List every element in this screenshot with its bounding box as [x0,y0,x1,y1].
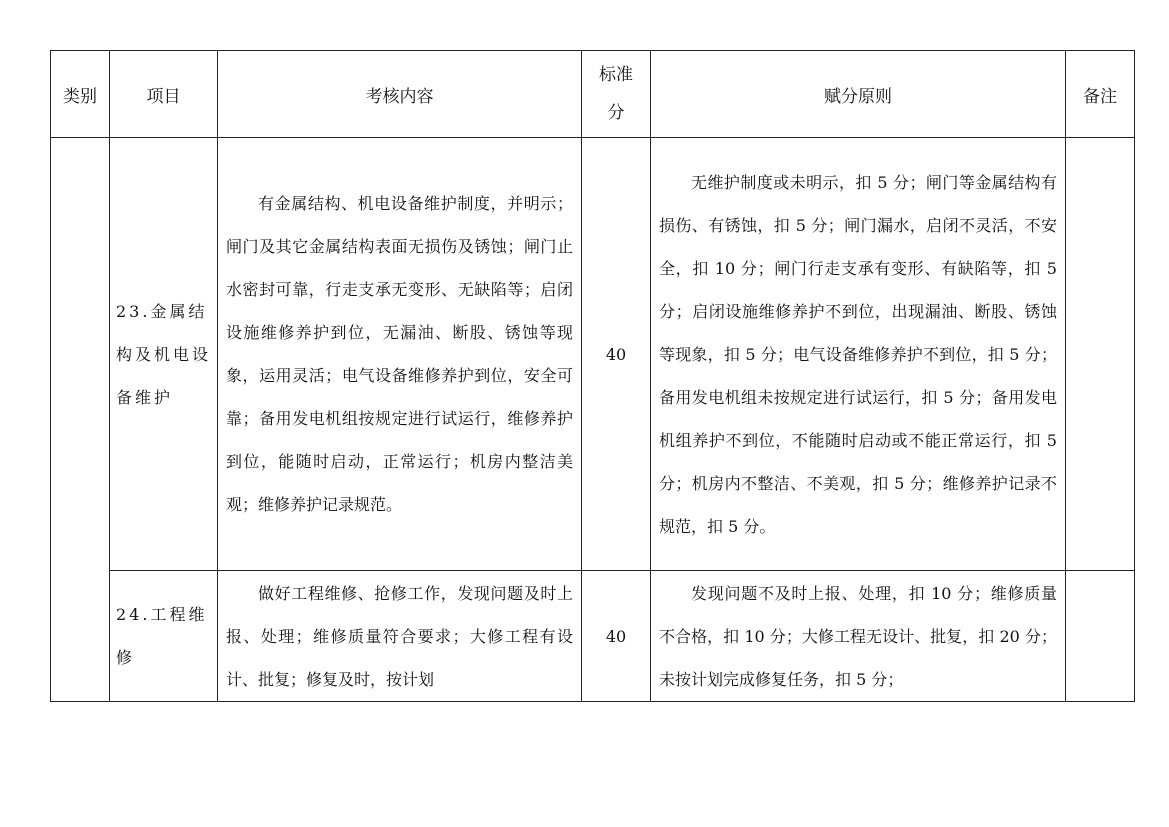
score-cell: 40 [582,571,651,702]
header-rule: 赋分原则 [651,51,1066,138]
header-score [582,51,651,138]
rule-text: 发现问题不及时上报、处理，扣 10 分；维修质量不合格，扣 10 分；大修工程无设计、批复，扣 20 分；未按计划完成修复任务，扣 5 分； [659,583,1057,689]
score-cell: 40 [582,138,651,571]
header-row [51,51,1135,138]
content-cell [218,571,582,702]
header-score-line1: 标准 [599,65,633,85]
table-row [51,571,1135,702]
item-cell: 24.工程维修 [110,571,218,702]
header-item: 项目 [110,51,218,138]
rule-cell [651,138,1066,571]
item-cell: 23.金属结构及机电设备维护 [110,138,218,571]
header-category: 类别 [51,51,110,138]
content-text: 有金属结构、机电设备维护制度，并明示；闸门及其它金属结构表面无损伤及锈蚀；闸门止水密封可靠，行走支承无变形、无缺陷等；启闭设施维修养护到位，无漏油、断股、锈蚀等现象，运用灵活；电气设备维修养护到位，安全可靠；备用发电机组按规定进行试运行，维修养护到位，能随时启动，正常运行；机房内整洁美观；维修养护记录规范。 [226,194,573,514]
header-content: 考核内容 [218,51,582,138]
header-score-line2: 分 [607,103,625,123]
remark-cell [1066,138,1135,571]
content-text: 做好工程维修、抢修工作，发现问题及时上报、处理；维修质量符合要求；大修工程有设计、批复；修复及时，按计划 [226,583,573,689]
table-row [51,138,1135,571]
content-cell [218,138,582,571]
rule-cell [651,571,1066,702]
remark-cell [1066,571,1135,702]
rule-text: 无维护制度或未明示，扣 5 分；闸门等金属结构有损伤、有锈蚀，扣 5 分；闸门漏水，启闭不灵活，不安全，扣 10 分；闸门行走支承有变形、有缺陷等，扣 5 分；启闭设施维修养护不到位，出现漏油、断股、锈蚀等现象，扣 5 分；电气设备维修养护不到位，扣 5 分；备用发电机组未按规定进行试运行，扣 5 分；备用发电机组养护不到位，不能随时启动或不能正常运行，扣 5 分；机房内不整洁、不美观，扣 5 分；维修养护记录不规范，扣 5 分。 [659,172,1057,536]
assessment-table [50,50,1135,702]
header-remark: 备注 [1066,51,1135,138]
category-cell [51,138,110,702]
